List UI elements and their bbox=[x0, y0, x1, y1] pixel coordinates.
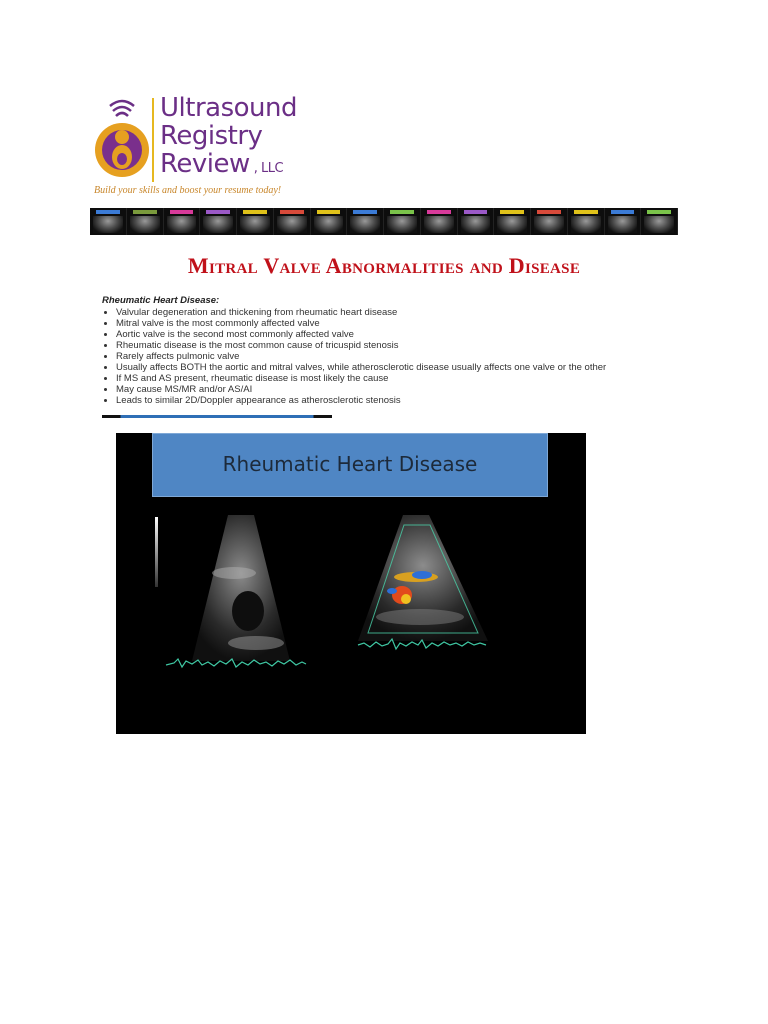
banner-thumbnail bbox=[200, 208, 237, 235]
banner-thumbnail bbox=[90, 208, 127, 235]
page-title: Mitral Valve Abnormalities and Disease bbox=[187, 253, 581, 278]
thumbnail-color-bar bbox=[537, 210, 561, 214]
thumbnail-color-bar bbox=[206, 210, 230, 214]
notes-heading: Rheumatic Heart Disease: bbox=[102, 295, 220, 306]
banner-thumbnail bbox=[274, 208, 311, 235]
banner-thumbnail bbox=[641, 208, 678, 235]
list-item: • Mitral valve is the most commonly affected valve bbox=[116, 318, 662, 329]
thumbnail-color-bar bbox=[427, 210, 451, 214]
list-item: • May cause MS/MR and/or AS/AI bbox=[116, 384, 662, 395]
slide-title: Rheumatic Heart Disease bbox=[222, 452, 478, 476]
thumbnail-color-bar bbox=[133, 210, 157, 214]
banner-thumbnail bbox=[458, 208, 495, 235]
thumbnail-scan-image bbox=[167, 216, 197, 233]
thumbnail-color-bar bbox=[353, 210, 377, 214]
banner-thumbnail bbox=[347, 208, 384, 235]
thumbnail-scan-image bbox=[387, 216, 417, 233]
grayscale-bar bbox=[155, 517, 158, 587]
logo-line-registry: Registry bbox=[160, 121, 263, 151]
echo-images bbox=[116, 433, 586, 734]
thumbnail-scan-image bbox=[314, 216, 344, 233]
banner-thumbnail bbox=[605, 208, 642, 235]
banner-image-strip bbox=[90, 208, 678, 235]
list-item: • Usually affects BOTH the aortic and mitral valves, while atherosclerotic disease usually affects one valve or the other bbox=[116, 362, 662, 373]
thumbnail-scan-image bbox=[277, 216, 307, 233]
logo-line-ultrasound: Ultrasound bbox=[160, 93, 297, 123]
logo-wordmark bbox=[160, 94, 297, 183]
notes-section bbox=[102, 295, 662, 406]
thumbnail-scan-image bbox=[534, 216, 564, 233]
thumbnail-color-bar bbox=[170, 210, 194, 214]
thumbnail-color-bar bbox=[390, 210, 414, 214]
banner-thumbnail bbox=[127, 208, 164, 235]
section-divider bbox=[102, 415, 332, 418]
banner-thumbnail bbox=[311, 208, 348, 235]
banner-thumbnail bbox=[384, 208, 421, 235]
logo-tagline: Build your skills and boost your resume today! bbox=[94, 185, 282, 196]
list-item: • Aortic valve is the second most commonly affected valve bbox=[116, 329, 662, 340]
notes-list bbox=[102, 307, 662, 406]
logo-line-review bbox=[160, 150, 297, 183]
thumbnail-scan-image bbox=[461, 216, 491, 233]
thumbnail-scan-image bbox=[424, 216, 454, 233]
thumbnail-color-bar bbox=[96, 210, 120, 214]
thumbnail-scan-image bbox=[93, 216, 123, 233]
thumbnail-scan-image bbox=[240, 216, 270, 233]
list-item: • Rheumatic disease is the most common cause of tricuspid stenosis bbox=[116, 340, 662, 351]
thumbnail-scan-image bbox=[608, 216, 638, 233]
banner-thumbnail bbox=[531, 208, 568, 235]
banner-thumbnail bbox=[568, 208, 605, 235]
thumbnail-color-bar bbox=[611, 210, 635, 214]
thumbnail-color-bar bbox=[574, 210, 598, 214]
thumbnail-scan-image bbox=[571, 216, 601, 233]
thumbnail-scan-image bbox=[130, 216, 160, 233]
thumbnail-color-bar bbox=[500, 210, 524, 214]
lecture-slide-image bbox=[116, 433, 586, 734]
banner-thumbnail bbox=[164, 208, 201, 235]
thumbnail-scan-image bbox=[497, 216, 527, 233]
thumbnail-scan-image bbox=[644, 216, 674, 233]
thumbnail-color-bar bbox=[280, 210, 304, 214]
banner-thumbnail bbox=[421, 208, 458, 235]
list-item: • If MS and AS present, rheumatic disease is most likely the cause bbox=[116, 373, 662, 384]
thumbnail-scan-image bbox=[350, 216, 380, 233]
list-item: • Valvular degeneration and thickening from rheumatic heart disease bbox=[116, 307, 662, 318]
thumbnail-color-bar bbox=[647, 210, 671, 214]
list-item: • Leads to similar 2D/Doppler appearance as atherosclerotic stenosis bbox=[116, 395, 662, 406]
list-item: • Rarely affects pulmonic valve bbox=[116, 351, 662, 362]
banner-thumbnail bbox=[494, 208, 531, 235]
logo-emblem-icon bbox=[92, 94, 156, 186]
thumbnail-color-bar bbox=[317, 210, 341, 214]
banner-thumbnail bbox=[237, 208, 274, 235]
thumbnail-color-bar bbox=[243, 210, 267, 214]
company-logo bbox=[92, 94, 312, 186]
thumbnail-scan-image bbox=[203, 216, 233, 233]
logo-review-text: Review bbox=[160, 149, 250, 179]
thumbnail-color-bar bbox=[464, 210, 488, 214]
logo-llc: , LLC bbox=[253, 161, 284, 176]
logo-divider bbox=[152, 98, 154, 182]
